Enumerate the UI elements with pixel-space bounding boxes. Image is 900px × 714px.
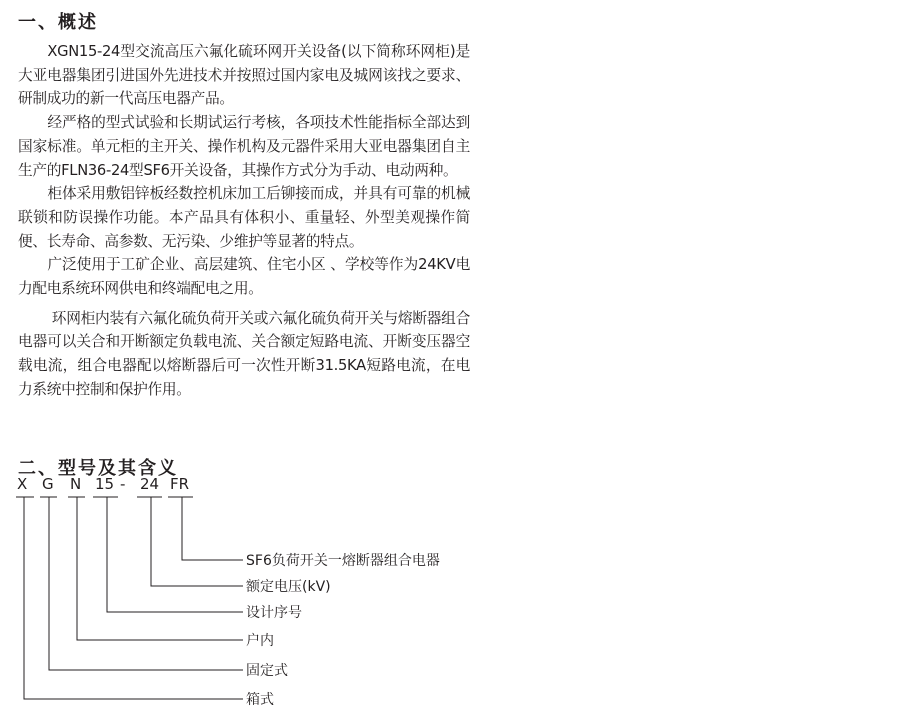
code-part-x: X — [17, 475, 28, 493]
meaning-box: 箱式 — [246, 692, 274, 708]
paragraph: 柜体采用敷铝锌板经数控机床加工后铆接而成，并具有可靠的机械联锁和防误操作功能。本产品具有体积小、重量轻、外型美观操作简便、长寿命、高参数、无污染、少维护等显著的特点。 — [18, 185, 470, 250]
paragraph: 经严格的型式试验和长期试运行考核，各项技术性能指标全部达到国家标准。单元柜的主开关、操作机构及元器件采用大亚电器集团自主生产的FLN36-24型SF6开关设备，其操作方式分为手动、电动两种。 — [18, 114, 470, 179]
connector-x — [24, 497, 243, 699]
code-part-g: G — [42, 475, 54, 493]
section-heading-overview: 一、概述 — [18, 12, 98, 33]
paragraph: 广泛使用于工矿企业、高层建筑、住宅小区 、学校等作为24KV电力配电系统环网供电和终端配电之用。 — [18, 256, 470, 298]
meaning-indoor: 户内 — [246, 633, 274, 649]
paragraph: 环网柜内装有六氟化硫负荷开关或六氟化硫负荷开关与熔断器组合电器可以关合和开断额定负载电流、关合额定短路电流、开断变压器空载电流，组合电器配以熔断器后可一次性开断31.5KA短路电流，在电力系统中控制和保护作用。 — [18, 309, 470, 398]
meaning-series: 设计序号 — [246, 605, 302, 621]
connector-voltage — [151, 497, 243, 586]
code-part-series: 15 — [95, 475, 115, 493]
meaning-voltage: 额定电压(kV) — [246, 579, 331, 595]
code-part-fr: FR — [170, 475, 190, 493]
code-part-dash: - — [120, 475, 126, 493]
section-heading-model: 二、型号及其含义 — [18, 458, 178, 479]
connector-fr — [182, 497, 243, 560]
connector-series — [107, 497, 243, 612]
connector-n — [77, 497, 243, 640]
code-part-n: N — [70, 475, 82, 493]
meaning-fr: SF6负荷开关一熔断器组合电器 — [246, 553, 440, 569]
meaning-fixed: 固定式 — [246, 663, 288, 679]
code-part-voltage: 24 — [140, 475, 160, 493]
connector-g — [49, 497, 243, 670]
paragraph: XGN15-24型交流高压六氟化硫环网开关设备(以下简称环网柜)是大亚电器集团引进国外先进技术并按照过国内家电及城网该找之要求、研制成功的新一代高压电器产品。 — [18, 43, 470, 108]
